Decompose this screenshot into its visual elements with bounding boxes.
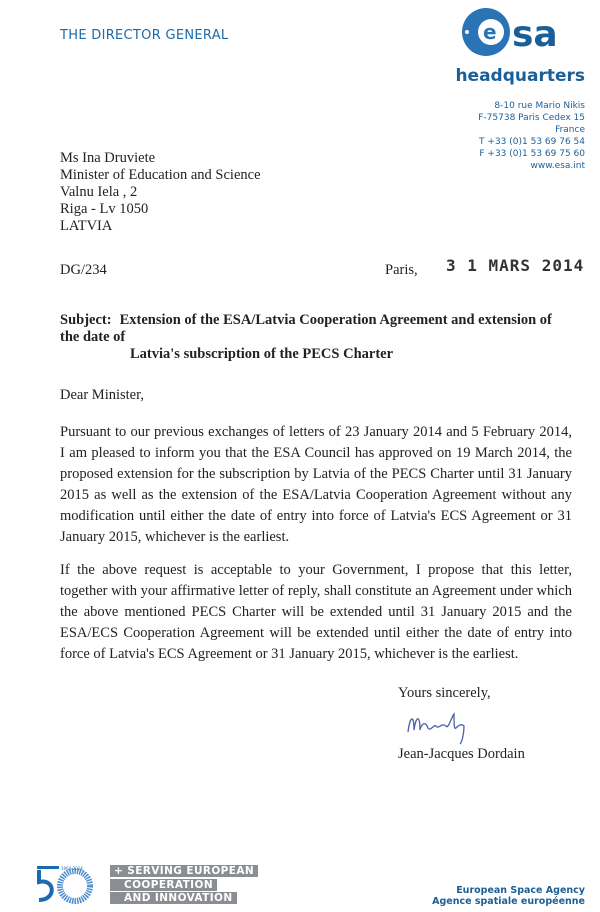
recipient-street: Valnu Iela , 2 bbox=[60, 184, 138, 200]
recipient-address bbox=[60, 150, 261, 235]
svg-text:e: e bbox=[483, 20, 497, 44]
date-stamp: 3 1 MARS 2014 bbox=[446, 256, 585, 275]
agency-name-en: European Space Agency bbox=[456, 885, 585, 896]
salutation: Dear Minister, bbox=[60, 387, 144, 403]
recipient-name: Ms Ina Druviete bbox=[60, 150, 156, 166]
slogan-line: + SERVING EUROPEAN bbox=[110, 865, 258, 877]
subject bbox=[60, 312, 572, 363]
svg-text:sa: sa bbox=[512, 14, 558, 55]
signature bbox=[400, 706, 480, 746]
address-line: France bbox=[555, 125, 585, 135]
esa-50-years-logo bbox=[25, 864, 95, 904]
closing: Yours sincerely, bbox=[398, 685, 491, 701]
esa-logo bbox=[460, 6, 590, 58]
subject-line: Latvia's subscription of the PECS Charter bbox=[130, 346, 394, 362]
place: Paris, bbox=[385, 262, 418, 278]
phone: T +33 (0)1 53 69 76 54 bbox=[479, 137, 585, 147]
agency-name-fr: Agence spatiale européenne bbox=[432, 896, 585, 907]
hq-address bbox=[478, 100, 585, 172]
signatory-name: Jean-Jacques Dordain bbox=[398, 746, 525, 762]
director-general-heading: THE DIRECTOR GENERAL bbox=[60, 28, 229, 43]
agency-name bbox=[432, 885, 585, 907]
recipient-city: Riga - Lv 1050 bbox=[60, 201, 149, 217]
address-line: F-75738 Paris Cedex 15 bbox=[478, 113, 585, 123]
slogan-line: AND INNOVATION bbox=[110, 892, 237, 904]
anniversary-years: 1964-2014 bbox=[61, 866, 83, 871]
subject-label: Subject: bbox=[60, 312, 112, 328]
website: www.esa.int bbox=[530, 161, 585, 171]
body-paragraph: If the above request is acceptable to your Government, I propose that this letter, together with your affirmative letter of reply, shall constitute an Agreement under which the above mentioned PECS Charter will be extended until 31 January 2015 and the ESA/ECS Cooperation Agreement will be extended until either the date of entry into force of Latvia's ECS Agreement or 31 January 2015, whichever is the earliest. bbox=[60, 562, 572, 662]
reference-number: DG/234 bbox=[60, 262, 107, 278]
subject-line: Extension of the ESA/Latvia Cooperation Agreement and extension of the date of bbox=[60, 312, 552, 345]
serving-slogan bbox=[110, 865, 258, 906]
fax: F +33 (0)1 53 69 75 60 bbox=[479, 149, 585, 159]
recipient-country: LATVIA bbox=[60, 218, 113, 234]
slogan-line: COOPERATION bbox=[110, 879, 217, 891]
body-paragraph: Pursuant to our previous exchanges of letters of 23 January 2014 and 5 February 2014, I am pleased to inform you that the ESA Council has approved on 19 March 2014, the proposed extension for the subscription by Latvia of the PECS Charter until 31 January 2015 as well as the extension of the ESA/Latvia Cooperation Agreement without any modification until either the date of entry into force of Latvia's ECS Agreement or 31 January 2015, whichever is the earliest. bbox=[60, 424, 572, 545]
address-line: 8-10 rue Mario Nikis bbox=[494, 101, 585, 111]
letter-body bbox=[60, 312, 572, 763]
recipient-title: Minister of Education and Science bbox=[60, 167, 261, 183]
headquarters-label: headquarters bbox=[455, 66, 585, 86]
